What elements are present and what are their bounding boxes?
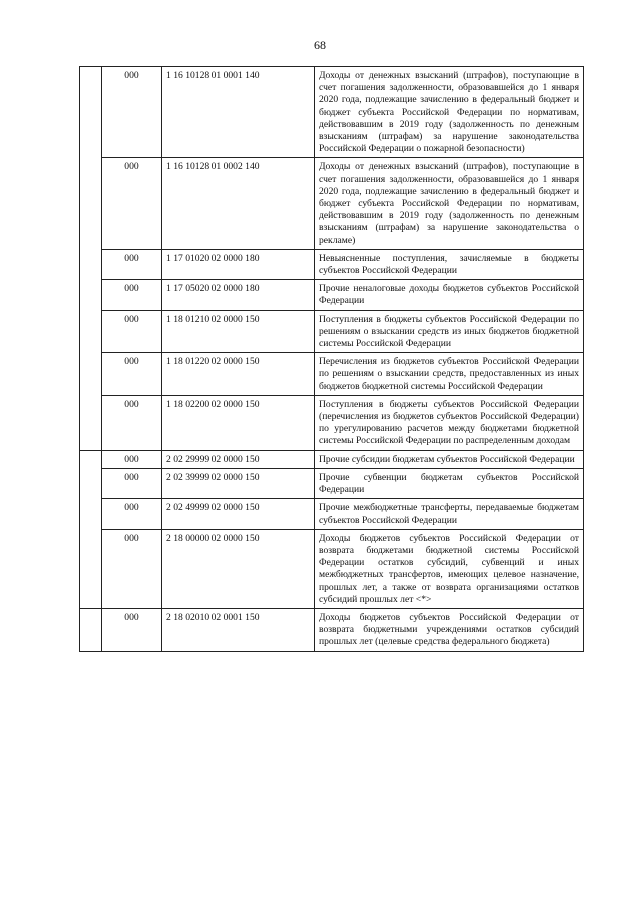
budget-code-cell: 2 02 29999 02 0000 150 [162,450,315,468]
table-row [80,353,584,396]
description-cell: Невыясненные поступления, зачисляемые в бюджеты субъектов Российской Федерации [315,249,584,279]
description-cell: Прочие субвенции бюджетам субъектов Российской Федерации [315,468,584,498]
table-row [80,280,584,310]
table-row [80,67,584,158]
description-cell: Доходы бюджетов субъектов Российской Федерации от возврата бюджетами бюджетной системы Российской Федерации остатков субсидий, субвенций и иных межбюджетных трансфертов, имеющих целевое назначение, прошлых лет, а также от возврата организациями остатков субсидий прошлых лет <*> [315,529,584,608]
admin-code-cell: 000 [102,499,162,529]
budget-code-cell: 1 18 02200 02 0000 150 [162,395,315,450]
admin-code-cell: 000 [102,67,162,158]
admin-code-cell: 000 [102,353,162,396]
description-cell: Поступления в бюджеты субъектов Российской Федерации по решениям о взыскании средств из иных бюджетов бюджетной системы Российской Федерации [315,310,584,353]
table-row [80,608,584,651]
group-cell [80,67,102,451]
admin-code-cell: 000 [102,310,162,353]
table-row [80,158,584,249]
group-cell [80,608,102,651]
admin-code-cell: 000 [102,158,162,249]
budget-code-cell: 1 17 01020 02 0000 180 [162,249,315,279]
revenue-code-table [79,66,584,652]
admin-code-cell: 000 [102,468,162,498]
admin-code-cell: 000 [102,529,162,608]
description-cell: Перечисления из бюджетов субъектов Российской Федерации по решениям о взыскании средств, предоставленных из иных бюджетов бюджетной системы Российской Федерации [315,353,584,396]
budget-code-cell: 1 17 05020 02 0000 180 [162,280,315,310]
group-cell [80,450,102,608]
table-row [80,450,584,468]
description-cell: Доходы от денежных взысканий (штрафов), поступающие в счет погашения задолженности, образовавшейся до 1 января 2020 года, подлежащие зачислению в федеральный бюджет и бюджет субъекта Российской Федерации по нормативам, действовавшим в 2019 году (задолженность по денежным взысканиям (штрафам) за нарушение законодательства Российской Федерации о пожарной безопасности) [315,67,584,158]
admin-code-cell: 000 [102,280,162,310]
budget-code-cell: 2 02 39999 02 0000 150 [162,468,315,498]
description-cell: Прочие межбюджетные трансферты, передаваемые бюджетам субъектов Российской Федерации [315,499,584,529]
admin-code-cell: 000 [102,249,162,279]
table-row [80,529,584,608]
description-cell: Доходы от денежных взысканий (штрафов), поступающие в счет погашения задолженности, образовавшейся до 1 января 2020 года, подлежащие зачислению в федеральный бюджет и бюджет субъекта Российской Федерации по нормативам, действовавшим в 2019 году (задолженность по денежным взысканиям (штрафам) за нарушение законодательства о рекламе) [315,158,584,249]
page-number: 68 [314,38,326,52]
budget-code-cell: 2 02 49999 02 0000 150 [162,499,315,529]
description-cell: Прочие неналоговые доходы бюджетов субъектов Российской Федерации [315,280,584,310]
budget-code-cell: 1 16 10128 01 0002 140 [162,158,315,249]
description-cell: Поступления в бюджеты субъектов Российской Федерации (перечисления из бюджетов субъектов Российской Федерации) по урегулированию расчетов между бюджетами бюджетной системы Российской Федерации по распределенным доходам [315,395,584,450]
budget-code-cell: 1 18 01220 02 0000 150 [162,353,315,396]
admin-code-cell: 000 [102,608,162,651]
admin-code-cell: 000 [102,450,162,468]
budget-code-cell: 1 16 10128 01 0001 140 [162,67,315,158]
table-row [80,468,584,498]
admin-code-cell: 000 [102,395,162,450]
table-row [80,499,584,529]
table-row [80,310,584,353]
description-cell: Доходы бюджетов субъектов Российской Федерации от возврата бюджетными учреждениями остатков субсидий прошлых лет (целевые средства федерального бюджета) [315,608,584,651]
budget-code-cell: 1 18 01210 02 0000 150 [162,310,315,353]
table-row [80,395,584,450]
description-cell: Прочие субсидии бюджетам субъектов Российской Федерации [315,450,584,468]
budget-code-cell: 2 18 02010 02 0001 150 [162,608,315,651]
budget-code-cell: 2 18 00000 02 0000 150 [162,529,315,608]
table-row [80,249,584,279]
